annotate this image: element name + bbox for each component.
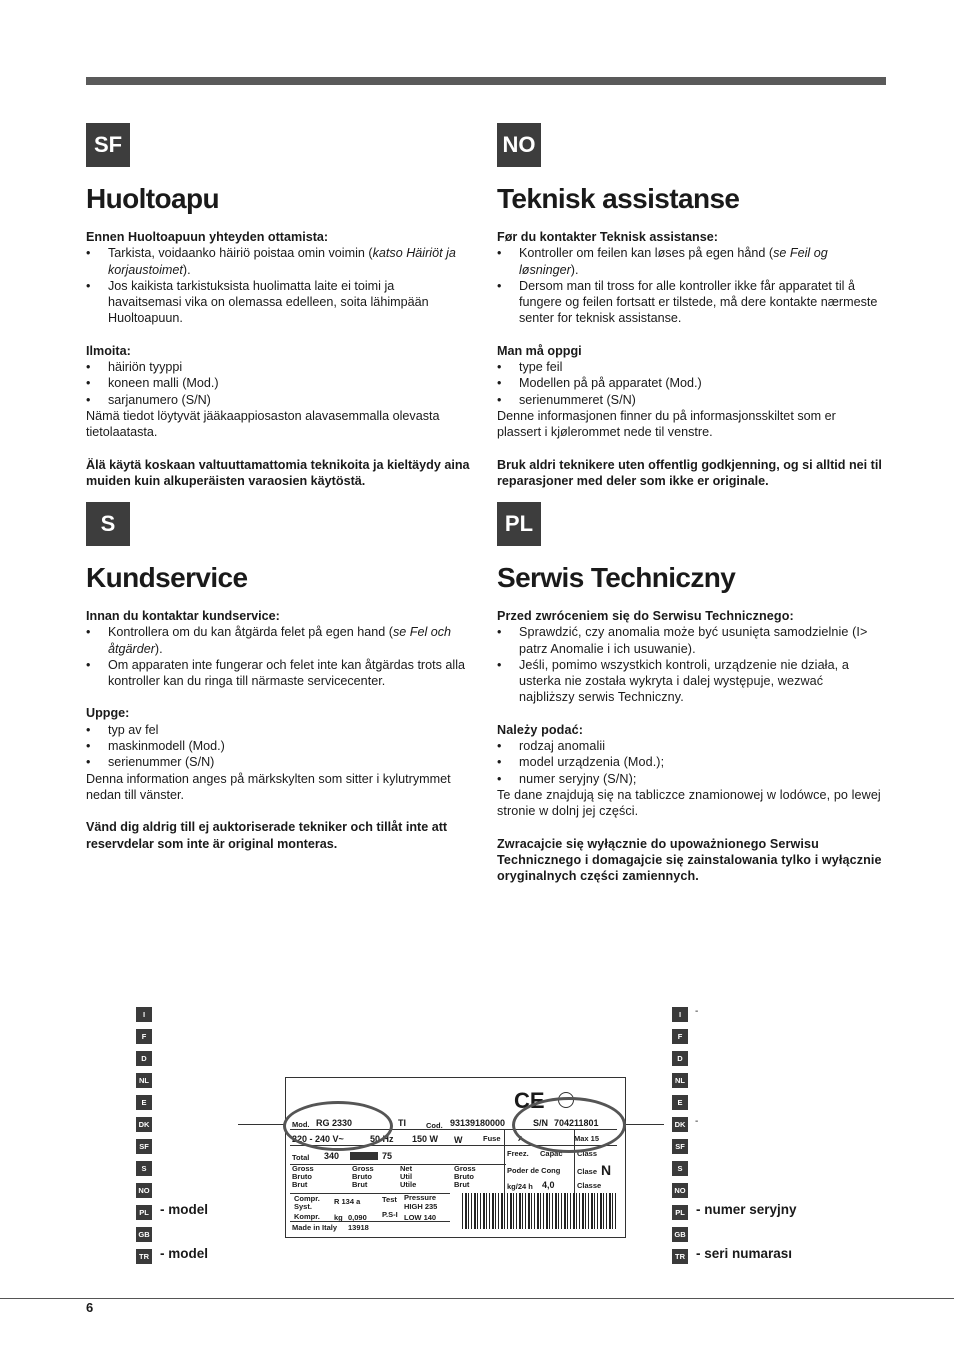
check-list-sf: [86, 245, 471, 326]
lang-tag-nl-right: NL: [672, 1073, 688, 1088]
lang-tag-gb: GB: [136, 1227, 152, 1242]
warning-s: Vänd dig aldrig till ej auktoriserade tekniker och tillåt inte att reservdelar som inte är original monteras.: [86, 820, 448, 851]
section-pl: [497, 502, 882, 884]
warning-sf: Älä käytä koskaan valtuuttamattomia teknikoita ja kieltäydy aina muiden kuin alkuperäisten varaosien käytöstä.: [86, 457, 470, 488]
info-pl: Te dane znajdują się na tabliczce znamionowej w lodówce, po lewej stronie w dolnj jej części.: [497, 787, 881, 819]
check-list-pl: [497, 624, 882, 705]
list-item: • Om apparaten inte fungerar och felet inte kan åtgärdas trots alla kontroller kan du ringa till närmaste servicecenter.: [86, 657, 471, 690]
rating-plate: Mod. RG 2330 TI Cod. 93139180000 S/N 704211801 220 - 240 V~ 50 Hz 150 W W Fuse A Max 15 Total 340 75 Gross Bruto Brut Gross Bruto Brut Net Util Utile Gross Bruto Brut Freez. Capac Poder de Cong kg/24 h 4,0 Class Clase N Classe Compr. Syst. R 134 a Kompr. kg 0,090 Test Pressure HIGH 235 P.S-I LOW 140 Made in Italy 13918 CE: [285, 1077, 626, 1238]
lang-tag-tr: TR: [136, 1249, 152, 1264]
list-item: • Dersom man til tross for alle kontroller ikke får apparatet til å fungere og feilen fortsatt er tilstede, må dere kontakte nærmeste senter for teknisk assistanse.: [497, 278, 882, 327]
bottom-rule: [0, 1298, 954, 1299]
lang-tag-f: F: [136, 1029, 152, 1044]
list-item: • Kontrollera om du kan åtgärda felet på egen hand (se Fel och åtgärder).: [86, 624, 471, 657]
check-list-s: [86, 624, 471, 689]
report-heading-sf: Ilmoita:: [86, 343, 131, 358]
lang-tag-tr-right: TR: [672, 1249, 688, 1264]
section-no: [497, 123, 882, 489]
serial-value: 704211801: [554, 1118, 599, 1128]
list-item: • serienummer (S/N): [86, 754, 471, 770]
list-item: • maskinmodell (Mod.): [86, 738, 471, 754]
warning-no: Bruk aldri teknikere uten offentlig godkjenning, og si alltid nei til reparasjoner med deler som ikke er originale.: [497, 457, 882, 488]
lang-tag-e-right: E: [672, 1095, 688, 1110]
intro-pl: Przed zwróceniem się do Serwisu Technicznego:: [497, 609, 794, 623]
language-badge-pl: PL: [497, 502, 541, 546]
lang-tag-d: D: [136, 1051, 152, 1066]
language-badge-sf: SF: [86, 123, 130, 167]
list-item: • serienummeret (S/N): [497, 392, 882, 408]
list-item: • numer seryjny (S/N);: [497, 771, 882, 787]
warning-pl: Zwracajcie się wyłącznie do upoważnionego Serwisu Technicznego i domagajcie się zainstalowania tylko i wyłącznie oryginalnych części zamiennych.: [497, 836, 882, 884]
model-highlight-ellipse: [283, 1101, 393, 1151]
report-list-no: [497, 359, 882, 408]
info-no: Denne informasjonen finner du på informasjonsskiltet som er plassert i kjølerommet nede til venstre.: [497, 408, 836, 440]
serial-label-i: -: [695, 1006, 699, 1017]
code-value: 93139180000: [450, 1118, 506, 1128]
lang-tag-sf-right: SF: [672, 1139, 688, 1154]
lang-tag-f-right: F: [672, 1029, 688, 1044]
section-title-pl: Serwis Techniczny: [497, 562, 736, 593]
serial-label-tr: - seri numarası: [696, 1246, 793, 1261]
model-label-pl: - model: [160, 1202, 209, 1217]
intro-no: Før du kontakter Teknisk assistanse:: [497, 230, 718, 244]
lang-tag-sf: SF: [136, 1139, 152, 1154]
intro-sf: Ennen Huoltoapuun yhteyden ottamista:: [86, 230, 329, 244]
info-sf: Nämä tiedot löytyvät jääkaappiosaston alavasemmalla olevasta tietolaatasta.: [86, 408, 440, 440]
lang-tag-s: S: [136, 1161, 152, 1176]
barcode: [462, 1193, 617, 1229]
report-heading-s: Uppge:: [86, 706, 130, 721]
top-rule: [86, 77, 886, 85]
report-list-pl: [497, 738, 882, 787]
section-title-s: Kundservice: [86, 562, 248, 593]
report-list-sf: [86, 359, 471, 408]
intro-s: Innan du kontaktar kundservice:: [86, 609, 280, 623]
page-number: 6: [86, 1300, 94, 1315]
ce-mark: CE: [514, 1088, 545, 1113]
lang-tag-e: E: [136, 1095, 152, 1110]
list-item: • Kontroller om feilen kan løses på egen hånd (se Feil og løsninger).: [497, 245, 882, 278]
lang-tag-s-right: S: [672, 1161, 688, 1176]
lang-tag-dk-right: DK: [672, 1117, 688, 1132]
model-label-tr: - model: [160, 1246, 209, 1261]
language-badge-s: S: [86, 502, 130, 546]
list-item: • model urządzenia (Mod.);: [497, 754, 882, 770]
section-s: [86, 502, 471, 852]
serial-highlight-ellipse: [512, 1097, 626, 1153]
list-item: • Modellen på på apparatet (Mod.): [497, 375, 882, 391]
list-item: • rodzaj anomalii: [497, 738, 882, 754]
lang-tag-gb-right: GB: [672, 1227, 688, 1242]
lang-tag-pl-right: PL: [672, 1205, 688, 1220]
lang-tag-i: I: [136, 1007, 152, 1022]
section-title-no: Teknisk assistanse: [497, 183, 740, 214]
list-item: • koneen malli (Mod.): [86, 375, 471, 391]
section-title-sf: Huoltoapu: [86, 183, 220, 214]
list-item: • sarjanumero (S/N): [86, 392, 471, 408]
lang-tag-no-right: NO: [672, 1183, 688, 1198]
lang-tag-no: NO: [136, 1183, 152, 1198]
model-value: RG 2330: [316, 1118, 353, 1128]
lang-tag-dk: DK: [136, 1117, 152, 1132]
report-list-s: [86, 722, 471, 771]
list-item: • typ av fel: [86, 722, 471, 738]
list-item: • häiriön tyyppi: [86, 359, 471, 375]
list-item: • Jeśli, pomimo wszystkich kontroli, urządzenie nie działa, a usterka nie została wykryta i dalej występuje, wezwać najbliższy serwis Techniczny.: [497, 657, 882, 706]
serial-leader-line: [620, 1124, 664, 1125]
lang-tag-i-right: I: [672, 1007, 688, 1022]
lang-tag-nl: NL: [136, 1073, 152, 1088]
section-sf: [86, 123, 471, 489]
list-item: • Jos kaikista tarkistuksista huolimatta laite ei toimi ja havaitsemasi vika on olemassa edelleen, soita lähimpään Huoltoapuun.: [86, 278, 471, 327]
report-heading-pl: Należy podać:: [497, 722, 583, 737]
report-heading-no: Man må oppgi: [497, 343, 582, 358]
language-badge-no: NO: [497, 123, 541, 167]
list-item: • type feil: [497, 359, 882, 375]
info-s: Denna information anges på märkskylten som sitter i kylutrymmet nedan till vänster.: [86, 771, 451, 802]
lang-tag-d-right: D: [672, 1051, 688, 1066]
serial-label-dk: -: [695, 1116, 699, 1127]
serial-label-pl: - numer seryjny: [696, 1202, 797, 1217]
check-list-no: [497, 245, 882, 326]
lang-tag-pl: PL: [136, 1205, 152, 1220]
list-item: • Sprawdzić, czy anomalia może być usunięta samodzielnie (I> patrz Anomalie i ich usuwanie).: [497, 624, 882, 657]
list-item: • Tarkista, voidaanko häiriö poistaa omin voimin (katso Häiriöt ja korjaustoimet).: [86, 245, 471, 278]
